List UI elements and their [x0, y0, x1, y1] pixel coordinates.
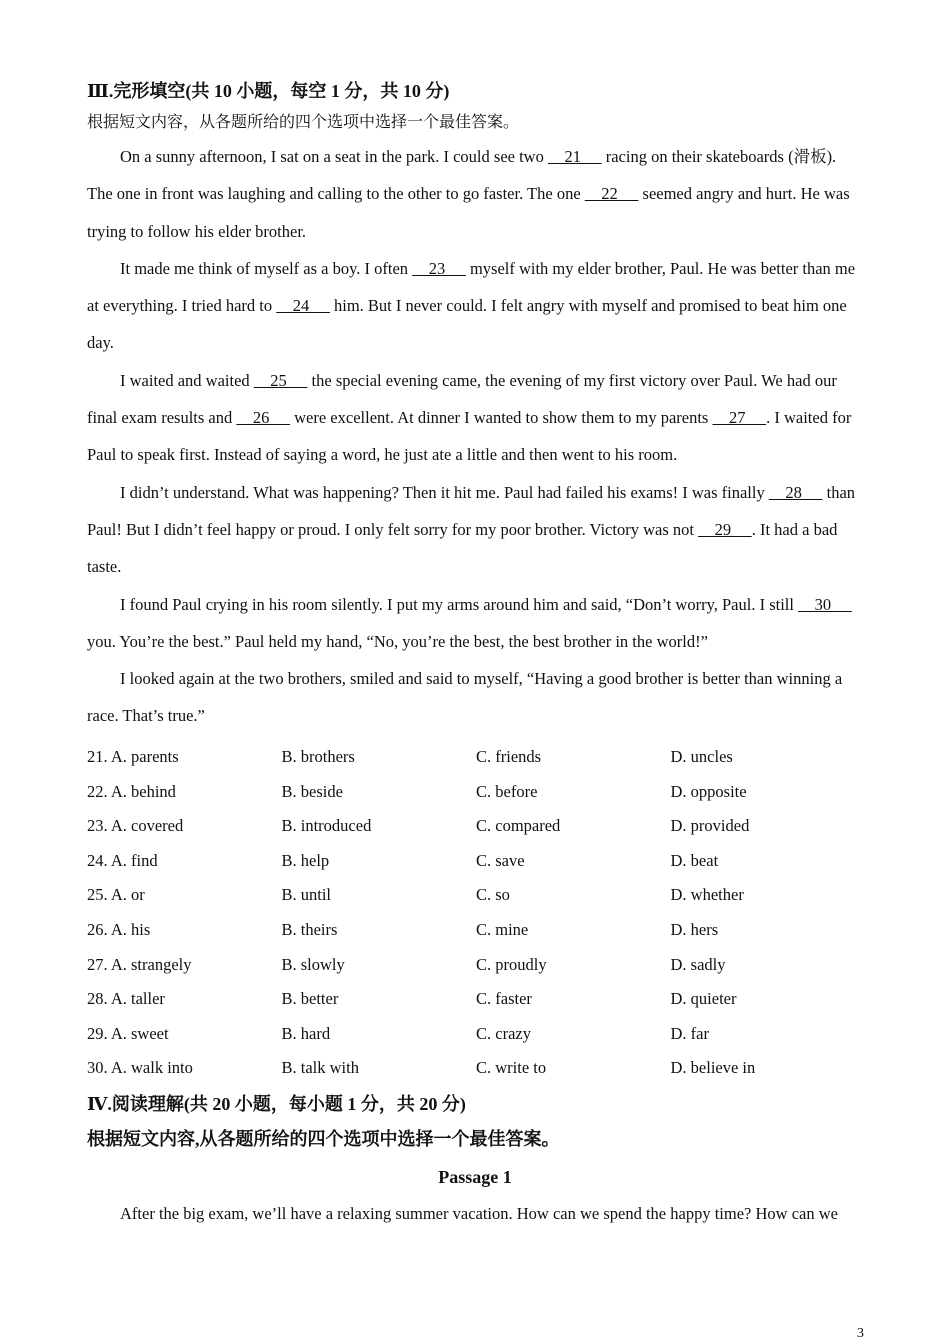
option-choice: 23. A. covered	[87, 816, 184, 836]
cloze-blank: 23	[412, 258, 466, 278]
option-choice: C. so	[476, 885, 510, 905]
option-choice: D. sadly	[670, 954, 726, 974]
paragraph-text: myself with my elder brother, Paul. He was better than me at everything. I tried hard to	[87, 258, 856, 316]
option-row	[87, 982, 863, 1017]
cloze-blank: 28	[768, 482, 823, 502]
option-choice: B. theirs	[281, 920, 338, 940]
option-choice: C. write to	[476, 1058, 547, 1078]
cloze-blank: 24	[276, 296, 330, 316]
option-choice: 26. A. his	[87, 920, 151, 940]
option-row	[87, 740, 863, 775]
paragraph-text: I waited and waited	[120, 370, 254, 390]
option-choice: D. beat	[670, 850, 719, 870]
option-choice: C. compared	[476, 816, 561, 836]
option-choice: C. before	[476, 781, 538, 801]
paragraph-text: him. But I never could. I felt angry with myself and promised to beat him one day.	[87, 296, 847, 353]
option-row	[87, 947, 863, 982]
cloze-paragraph	[87, 138, 863, 250]
option-choice: D. quieter	[670, 989, 737, 1009]
paragraph-text: the special evening came, the evening of my first victory over Paul. We had our final exam results and	[87, 370, 837, 428]
option-choice: B. until	[281, 885, 332, 905]
option-row	[87, 809, 863, 844]
option-choice: C. friends	[476, 747, 542, 767]
cloze-blank: 29	[698, 519, 752, 539]
paragraph-text: were excellent. At dinner I wanted to show them to my parents	[290, 408, 713, 428]
option-choice: B. beside	[281, 781, 343, 801]
cloze-blank: 25	[253, 370, 308, 390]
option-choice: 30. A. walk into	[87, 1058, 193, 1078]
option-choice: B. hard	[281, 1023, 331, 1043]
section-3-instruction: 根据短文内容，从各题所给的四个选项中选择一个最佳答案。	[87, 114, 520, 131]
cloze-blank: 26	[236, 408, 290, 428]
option-choice: D. opposite	[670, 781, 747, 801]
option-choice: 28. A. taller	[87, 989, 165, 1009]
cloze-blank: 27	[712, 408, 767, 428]
cloze-paragraph	[87, 474, 863, 586]
option-choice: 22. A. behind	[87, 781, 176, 801]
cloze-paragraph	[87, 660, 863, 735]
cloze-paragraph	[87, 586, 863, 661]
option-choice: B. better	[281, 989, 339, 1009]
page-number: 3	[857, 1326, 864, 1341]
option-choice: B. introduced	[281, 816, 372, 836]
option-choice: 29. A. sweet	[87, 1023, 169, 1043]
option-choice: B. help	[281, 850, 330, 870]
option-choice: D. provided	[670, 816, 750, 836]
section-3-heading: Ⅲ.完形填空(共 10 小题，每空 1 分，共 10 分)	[87, 81, 450, 101]
cloze-paragraph	[87, 362, 863, 474]
paragraph-text: you. You’re the best.” Paul held my hand, “No, you’re the best, the best brother in the world!”	[87, 631, 708, 651]
section-4-instruction: 根据短文内容,从各题所给的四个选项中选择一个最佳答案。	[87, 1128, 560, 1149]
option-choice: C. mine	[476, 920, 529, 940]
document-page	[87, 74, 863, 1232]
option-row	[87, 1017, 863, 1052]
option-row	[87, 1051, 863, 1086]
paragraph-text: On a sunny afternoon, I sat on a seat in the park. I could see two	[120, 147, 548, 166]
option-row	[87, 878, 863, 913]
paragraph-text: It made me think of myself as a boy. I often	[120, 258, 413, 278]
option-choice: D. uncles	[670, 747, 733, 767]
cloze-passage	[87, 138, 863, 735]
option-choice: C. save	[476, 850, 525, 870]
option-choice: D. hers	[670, 920, 719, 940]
option-choice: C. crazy	[476, 1023, 531, 1043]
option-choice: C. proudly	[476, 954, 547, 974]
paragraph-text: I found Paul crying in his room silently. I put my arms around him and said, “Don’t worry, Paul. I still	[120, 594, 799, 614]
option-choice: 24. A. find	[87, 850, 158, 870]
option-choice: B. talk with	[281, 1058, 359, 1078]
paragraph-text: than Paul! But I didn’t feel happy or proud. I only felt sorry for my poor brother. Victory was not	[87, 482, 856, 539]
option-choice: 21. A. parents	[87, 747, 179, 767]
cloze-paragraph	[87, 250, 863, 362]
option-choice: B. brothers	[281, 747, 355, 767]
cloze-blank: 30	[798, 594, 852, 614]
option-choice: 25. A. or	[87, 885, 145, 905]
passage-1-first-line: After the big exam, we’ll have a relaxing summer vacation. How can we spend the happy time? How can we	[120, 1203, 838, 1223]
section-4-heading: Ⅳ.阅读理解(共 20 小题，每小题 1 分，共 20 分)	[87, 1093, 466, 1114]
option-row	[87, 774, 863, 809]
cloze-blank: 21	[547, 147, 602, 166]
passage-title: Passage 1	[438, 1166, 512, 1187]
option-row	[87, 844, 863, 879]
cloze-blank: 22	[584, 184, 639, 204]
option-choice: D. whether	[670, 885, 744, 905]
cloze-options	[87, 740, 863, 1086]
paragraph-text: seemed angry and hurt. He was trying to follow his elder brother.	[87, 184, 850, 241]
option-choice: 27. A. strangely	[87, 954, 192, 974]
paragraph-text: I looked again at the two brothers, smiled and said to myself, “Having a good brother is better than winning a race. That’s true.”	[87, 669, 843, 726]
option-choice: D. far	[670, 1023, 709, 1043]
paragraph-text: . I waited for Paul to speak first. Instead of saying a word, he just ate a little and then went to his room.	[87, 408, 852, 465]
option-row	[87, 913, 863, 948]
option-choice: D. believe in	[670, 1058, 756, 1078]
option-choice: B. slowly	[281, 954, 345, 974]
paragraph-text: I didn’t understand. What was happening? Then it hit me. Paul had failed his exams! I was finally	[120, 482, 769, 502]
paragraph-text: racing on their skateboards (滑板). The one in front was laughing and calling to the other to go faster. The one	[87, 147, 837, 204]
option-choice: C. faster	[476, 989, 532, 1009]
paragraph-text: . It had a bad taste.	[87, 519, 838, 577]
